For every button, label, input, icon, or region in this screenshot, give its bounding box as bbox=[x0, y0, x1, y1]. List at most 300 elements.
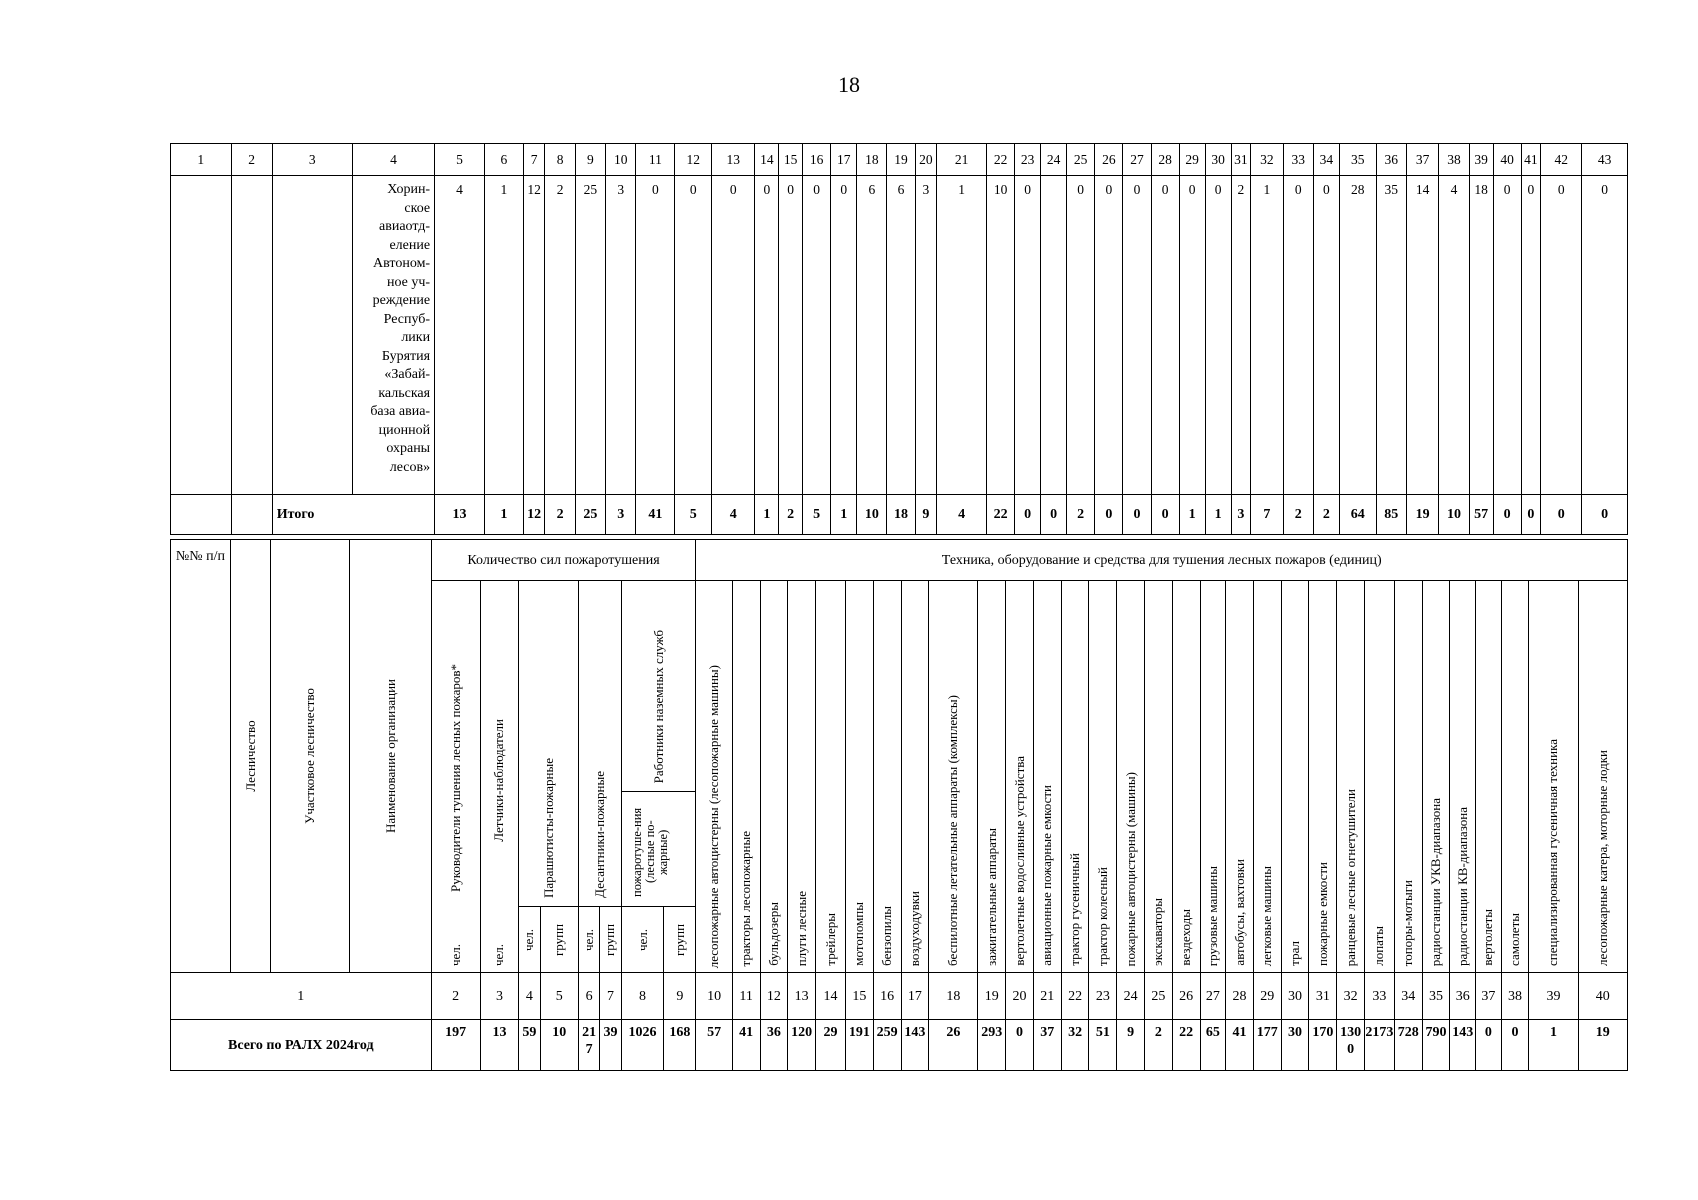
total-value: 1 bbox=[755, 495, 779, 535]
column-number: 34 bbox=[1394, 973, 1422, 1020]
column-number-row bbox=[171, 144, 1628, 176]
value-cell: 1 bbox=[937, 176, 987, 495]
column-number: 24 bbox=[1041, 144, 1067, 176]
value-cell: 0 bbox=[675, 176, 712, 495]
organization-name-line: ское bbox=[404, 200, 431, 216]
sum-value: 10 bbox=[540, 1020, 578, 1071]
column-number: 9 bbox=[664, 973, 696, 1020]
tech-column-header bbox=[696, 581, 732, 973]
tech-label: лесопожарные катера, моторные лодки bbox=[1594, 750, 1610, 966]
total-value: 10 bbox=[857, 495, 887, 535]
total-value: 5 bbox=[675, 495, 712, 535]
column-number: 30 bbox=[1205, 144, 1231, 176]
sum-value: 1300 bbox=[1337, 1020, 1365, 1071]
tech-column-header bbox=[1033, 581, 1061, 973]
page-number: 18 bbox=[838, 72, 860, 97]
tech-label: топоры-мотыги bbox=[1400, 879, 1416, 966]
sum-value: 293 bbox=[978, 1020, 1006, 1071]
tech-column-header bbox=[978, 581, 1006, 973]
total-value: 2 bbox=[1313, 495, 1339, 535]
unit-chel: чел. bbox=[581, 928, 597, 951]
tech-column-header bbox=[1281, 581, 1309, 973]
tech-column-header bbox=[1501, 581, 1529, 973]
tech-label: вездеходы bbox=[1178, 909, 1194, 966]
value-cell: 2 bbox=[1231, 176, 1250, 495]
empty-cell bbox=[171, 495, 232, 535]
total-value: 12 bbox=[523, 495, 545, 535]
column-number: 34 bbox=[1313, 144, 1339, 176]
total-value: 13 bbox=[435, 495, 485, 535]
column-number: 16 bbox=[873, 973, 901, 1020]
tech-label: трактор гусеничный bbox=[1067, 853, 1083, 966]
column-number: 3 bbox=[480, 973, 518, 1020]
value-cell: 0 bbox=[755, 176, 779, 495]
column-number: 4 bbox=[352, 144, 434, 176]
sum-value: 2173 bbox=[1364, 1020, 1394, 1071]
organization-row bbox=[171, 176, 1628, 495]
sum-value: 168 bbox=[664, 1020, 696, 1071]
organization-name-line: реждение bbox=[372, 293, 431, 308]
tech-column-header bbox=[1226, 581, 1254, 973]
tech-column-header bbox=[1450, 581, 1476, 973]
column-number: 12 bbox=[675, 144, 712, 176]
column-number-row bbox=[171, 973, 1628, 1020]
column-number: 8 bbox=[621, 973, 664, 1020]
rukovoditeli-label: Руководители тушения лесных пожаров* bbox=[447, 663, 463, 892]
column-number: 35 bbox=[1422, 973, 1450, 1020]
sum-value: 217 bbox=[578, 1020, 599, 1071]
top-table bbox=[170, 143, 1628, 535]
column-number: 29 bbox=[1179, 144, 1205, 176]
tech-label: лопаты bbox=[1371, 926, 1387, 966]
value-cell: 4 bbox=[1439, 176, 1469, 495]
sum-value: 30 bbox=[1281, 1020, 1309, 1071]
column-number: 27 bbox=[1200, 973, 1226, 1020]
column-number: 29 bbox=[1253, 973, 1281, 1020]
value-cell: 0 bbox=[636, 176, 675, 495]
sum-value: 120 bbox=[788, 1020, 816, 1071]
tech-column-header bbox=[1309, 581, 1337, 973]
total-value: 1 bbox=[484, 495, 523, 535]
sum-value: 36 bbox=[760, 1020, 788, 1071]
value-cell: 14 bbox=[1406, 176, 1438, 495]
value-cell: 3 bbox=[915, 176, 937, 495]
value-cell: 0 bbox=[1313, 176, 1339, 495]
tech-label: грузовые машины bbox=[1204, 865, 1220, 966]
tech-label: радиостанции КВ-диапазона bbox=[1454, 807, 1470, 966]
sum-value: 13 bbox=[480, 1020, 518, 1071]
total-value: 4 bbox=[712, 495, 755, 535]
unit-chel-11 bbox=[621, 907, 664, 973]
sum-value: 728 bbox=[1394, 1020, 1422, 1071]
value-cell: 18 bbox=[1469, 176, 1493, 495]
column-number: 26 bbox=[1172, 973, 1200, 1020]
group-forces-header: Количество сил пожаротушения bbox=[431, 540, 696, 581]
sum-value: 143 bbox=[1450, 1020, 1476, 1071]
sum-value: 0 bbox=[1501, 1020, 1529, 1071]
value-cell: 0 bbox=[831, 176, 857, 495]
organization-name-line: база авиа- bbox=[370, 404, 431, 419]
parashutisty-label: Парашютисты-пожарные bbox=[540, 758, 556, 898]
column-number: 6 bbox=[578, 973, 599, 1020]
column-number: 2 bbox=[431, 973, 480, 1020]
total-value: 22 bbox=[987, 495, 1015, 535]
column-number: 21 bbox=[937, 144, 987, 176]
column-number: 1 bbox=[171, 144, 232, 176]
value-cell: 4 bbox=[435, 176, 485, 495]
header-rabotniki bbox=[621, 581, 696, 907]
tech-column-header bbox=[1253, 581, 1281, 973]
total-value: 0 bbox=[1095, 495, 1123, 535]
tech-label: трейлеры bbox=[822, 913, 838, 966]
column-number: 42 bbox=[1541, 144, 1582, 176]
unit-chel-7 bbox=[519, 907, 540, 973]
value-cell: 0 bbox=[1067, 176, 1095, 495]
total-value: 0 bbox=[1493, 495, 1521, 535]
column-number: 18 bbox=[857, 144, 887, 176]
column-number: 41 bbox=[1521, 144, 1540, 176]
value-cell: 0 bbox=[1582, 176, 1628, 495]
value-cell: 0 bbox=[1151, 176, 1179, 495]
tech-column-header bbox=[1394, 581, 1422, 973]
column-number: 13 bbox=[712, 144, 755, 176]
unit-chel-9 bbox=[578, 907, 599, 973]
tech-column-header bbox=[1172, 581, 1200, 973]
column-number: 20 bbox=[1006, 973, 1034, 1020]
sum-value: 41 bbox=[1226, 1020, 1254, 1071]
tech-label: вертолеты bbox=[1480, 909, 1496, 966]
column-number: 7 bbox=[523, 144, 545, 176]
column-number: 5 bbox=[435, 144, 485, 176]
total-value: 3 bbox=[606, 495, 636, 535]
sum-value: 19 bbox=[1578, 1020, 1627, 1071]
total-value: 2 bbox=[545, 495, 575, 535]
column-number: 19 bbox=[887, 144, 915, 176]
sum-value: 2 bbox=[1144, 1020, 1172, 1071]
tech-label: радиостанции УКВ-диапазона bbox=[1428, 797, 1444, 966]
tech-column-header bbox=[1578, 581, 1627, 973]
sum-value: 0 bbox=[1476, 1020, 1502, 1071]
sum-value: 59 bbox=[519, 1020, 540, 1071]
column-number: 27 bbox=[1123, 144, 1151, 176]
column-number: 43 bbox=[1582, 144, 1628, 176]
tech-column-header bbox=[732, 581, 760, 973]
column-number: 17 bbox=[831, 144, 857, 176]
tech-label: специализированная гусеничная техника bbox=[1545, 738, 1561, 966]
column-number: 11 bbox=[636, 144, 675, 176]
tech-column-header bbox=[1337, 581, 1365, 973]
column-number: 12 bbox=[760, 973, 788, 1020]
column-number: 24 bbox=[1117, 973, 1145, 1020]
tech-column-header bbox=[1117, 581, 1145, 973]
unit-grupp-10 bbox=[600, 907, 621, 973]
column-number: 10 bbox=[696, 973, 732, 1020]
unit-grupp-8 bbox=[540, 907, 578, 973]
organization-name-line: лики bbox=[401, 330, 431, 345]
column-number: 1 bbox=[171, 973, 432, 1020]
sum-label: Всего по РАЛХ 2024год bbox=[171, 1020, 432, 1071]
value-cell: 0 bbox=[1205, 176, 1231, 495]
column-number: 33 bbox=[1364, 973, 1394, 1020]
organization-name-line: авиаотд- bbox=[379, 219, 431, 234]
organization-name-line: Респуб- bbox=[383, 311, 431, 327]
header-letchiki bbox=[480, 581, 518, 973]
value-cell: 0 bbox=[1541, 176, 1582, 495]
header-lesnichestvo bbox=[230, 540, 271, 973]
organization-name-line: еление bbox=[389, 237, 431, 253]
column-number: 36 bbox=[1450, 973, 1476, 1020]
tech-label: воздуходувки bbox=[906, 890, 922, 966]
total-value: 0 bbox=[1521, 495, 1540, 535]
value-cell: 10 bbox=[987, 176, 1015, 495]
sum-value: 1 bbox=[1529, 1020, 1578, 1071]
sum-value: 37 bbox=[1033, 1020, 1061, 1071]
column-number: 38 bbox=[1439, 144, 1469, 176]
desantniki-label: Десантники-пожарные bbox=[591, 771, 607, 898]
column-number: 16 bbox=[803, 144, 831, 176]
value-cell: 35 bbox=[1376, 176, 1406, 495]
sum-value: 65 bbox=[1200, 1020, 1226, 1071]
total-value: 9 bbox=[915, 495, 937, 535]
empty-cell bbox=[272, 176, 352, 495]
tech-label: авиационные пожарные емкости bbox=[1039, 785, 1055, 966]
column-number: 15 bbox=[779, 144, 803, 176]
column-number: 7 bbox=[600, 973, 621, 1020]
tech-column-header bbox=[1089, 581, 1117, 973]
value-cell: 28 bbox=[1339, 176, 1376, 495]
organization-name-line: Автоном- bbox=[373, 256, 431, 271]
organization-name-line: Хорин- bbox=[387, 182, 431, 197]
column-number: 28 bbox=[1226, 973, 1254, 1020]
sum-value: 41 bbox=[732, 1020, 760, 1071]
column-number: 35 bbox=[1339, 144, 1376, 176]
column-number: 38 bbox=[1501, 973, 1529, 1020]
sum-value: 143 bbox=[901, 1020, 929, 1071]
value-cell: 1 bbox=[484, 176, 523, 495]
column-number: 39 bbox=[1529, 973, 1578, 1020]
organization-name-line: ционной bbox=[378, 422, 431, 438]
tech-label: бульдозеры bbox=[765, 902, 781, 966]
sum-value: 39 bbox=[600, 1020, 621, 1071]
total-value: 2 bbox=[1283, 495, 1313, 535]
tech-column-header bbox=[788, 581, 816, 973]
total-row bbox=[171, 495, 1628, 535]
unit-chel: чел. bbox=[491, 943, 507, 966]
total-value: 0 bbox=[1123, 495, 1151, 535]
unit-chel: чел. bbox=[634, 928, 650, 951]
tech-label: трал bbox=[1287, 941, 1303, 966]
value-cell: 25 bbox=[575, 176, 605, 495]
pozharotushenie-label: пожаротуше-ния (лесные по-жарные) bbox=[629, 807, 670, 897]
value-cell: 1 bbox=[1251, 176, 1283, 495]
column-number: 9 bbox=[575, 144, 605, 176]
tech-label: лесопожарные автоцистерны (лесопожарные машины) bbox=[706, 664, 722, 968]
sum-value: 0 bbox=[1006, 1020, 1034, 1071]
total-value: 2 bbox=[1067, 495, 1095, 535]
empty-cell bbox=[171, 176, 232, 495]
organization-name-line: лесов» bbox=[389, 459, 431, 475]
value-cell: 0 bbox=[1521, 176, 1540, 495]
value-cell: 0 bbox=[1095, 176, 1123, 495]
column-number: 31 bbox=[1231, 144, 1250, 176]
column-number: 14 bbox=[755, 144, 779, 176]
total-value: 0 bbox=[1151, 495, 1179, 535]
column-number: 20 bbox=[915, 144, 937, 176]
sum-value: 29 bbox=[816, 1020, 846, 1071]
total-value: 0 bbox=[1541, 495, 1582, 535]
header-desantniki bbox=[578, 581, 621, 907]
unit-chel: чел. bbox=[521, 928, 537, 951]
column-number: 40 bbox=[1493, 144, 1521, 176]
column-number: 23 bbox=[1015, 144, 1041, 176]
column-number: 32 bbox=[1251, 144, 1283, 176]
column-number: 39 bbox=[1469, 144, 1493, 176]
tech-label: экскаваторы bbox=[1150, 898, 1166, 966]
column-number: 11 bbox=[732, 973, 760, 1020]
tech-label: легковые машины bbox=[1259, 865, 1275, 966]
tech-column-header bbox=[1061, 581, 1089, 973]
column-number: 21 bbox=[1033, 973, 1061, 1020]
total-label: Итого bbox=[272, 495, 434, 535]
column-number: 32 bbox=[1337, 973, 1365, 1020]
value-cell: 0 bbox=[1283, 176, 1313, 495]
total-value: 1 bbox=[1205, 495, 1231, 535]
sum-value: 1026 bbox=[621, 1020, 664, 1071]
tech-column-header bbox=[816, 581, 846, 973]
letchiki-label: Летчики-наблюдатели bbox=[491, 719, 507, 842]
value-cell: 0 bbox=[1493, 176, 1521, 495]
unit-grupp: групп bbox=[551, 923, 567, 956]
organization-label: Наименование организации bbox=[382, 678, 398, 834]
organization-name-line: кальская bbox=[378, 385, 431, 401]
header-row-number bbox=[171, 540, 231, 973]
sum-value: 177 bbox=[1253, 1020, 1281, 1071]
tech-label: зажигательные аппараты bbox=[983, 828, 999, 966]
column-number: 31 bbox=[1309, 973, 1337, 1020]
column-number: 4 bbox=[519, 973, 540, 1020]
value-cell: 3 bbox=[606, 176, 636, 495]
sum-row bbox=[171, 1020, 1628, 1071]
total-value: 3 bbox=[1231, 495, 1250, 535]
header-rukovoditeli bbox=[431, 581, 480, 973]
total-value: 18 bbox=[887, 495, 915, 535]
tech-column-header bbox=[1200, 581, 1226, 973]
value-cell: 6 bbox=[857, 176, 887, 495]
total-value: 1 bbox=[1179, 495, 1205, 535]
tech-label: бензопилы bbox=[879, 906, 895, 966]
total-value: 7 bbox=[1251, 495, 1283, 535]
sum-value: 790 bbox=[1422, 1020, 1450, 1071]
value-cell bbox=[1041, 176, 1067, 495]
total-value: 4 bbox=[937, 495, 987, 535]
organization-name-line: Бурятия bbox=[381, 348, 431, 364]
header-organization bbox=[350, 540, 431, 973]
tech-label: самолеты bbox=[1507, 913, 1523, 966]
value-cell: 0 bbox=[1179, 176, 1205, 495]
tech-label: вертолетные водосливные устройства bbox=[1011, 756, 1027, 966]
organization-name-line: охраны bbox=[386, 441, 431, 456]
tech-column-header bbox=[760, 581, 788, 973]
value-cell: 0 bbox=[803, 176, 831, 495]
column-number: 40 bbox=[1578, 973, 1627, 1020]
sum-value: 191 bbox=[845, 1020, 873, 1071]
total-value: 10 bbox=[1439, 495, 1469, 535]
value-cell: 0 bbox=[1123, 176, 1151, 495]
value-cell: 12 bbox=[523, 176, 545, 495]
column-number: 3 bbox=[272, 144, 352, 176]
column-number: 17 bbox=[901, 973, 929, 1020]
column-number: 15 bbox=[845, 973, 873, 1020]
tech-label: пожарные емкости bbox=[1314, 862, 1330, 966]
bottom-table bbox=[170, 539, 1628, 1071]
tech-column-header bbox=[1529, 581, 1578, 973]
tech-label: трактор колесный bbox=[1094, 867, 1110, 966]
tech-label: пожарные автоцистерны (машины) bbox=[1122, 771, 1138, 966]
unit-chel: чел. bbox=[447, 943, 463, 966]
value-cell: 0 bbox=[712, 176, 755, 495]
tech-label: ранцевые лесные огнетушители bbox=[1342, 788, 1358, 966]
column-number: 8 bbox=[545, 144, 575, 176]
column-number: 2 bbox=[231, 144, 272, 176]
tech-column-header bbox=[929, 581, 978, 973]
organization-name bbox=[352, 176, 434, 495]
column-number: 37 bbox=[1406, 144, 1438, 176]
tech-column-header bbox=[845, 581, 873, 973]
total-value: 85 bbox=[1376, 495, 1406, 535]
column-number: 28 bbox=[1151, 144, 1179, 176]
organization-name-line: «Забай- bbox=[384, 367, 431, 382]
unit-grupp: групп bbox=[671, 923, 687, 956]
column-number: 5 bbox=[540, 973, 578, 1020]
unit-grupp-12 bbox=[664, 907, 696, 973]
total-value: 0 bbox=[1015, 495, 1041, 535]
sum-value: 22 bbox=[1172, 1020, 1200, 1071]
column-number: 6 bbox=[484, 144, 523, 176]
value-cell: 2 bbox=[545, 176, 575, 495]
tech-label: беспилотные летательные аппараты (комплексы) bbox=[945, 695, 961, 966]
sum-value: 170 bbox=[1309, 1020, 1337, 1071]
sum-value: 51 bbox=[1089, 1020, 1117, 1071]
tech-column-header bbox=[873, 581, 901, 973]
total-value: 19 bbox=[1406, 495, 1438, 535]
sum-value: 57 bbox=[696, 1020, 732, 1071]
total-value: 0 bbox=[1041, 495, 1067, 535]
total-value: 1 bbox=[831, 495, 857, 535]
column-number: 33 bbox=[1283, 144, 1313, 176]
group-tech-header: Техника, оборудование и средства для тушения лесных пожаров (единиц) bbox=[696, 540, 1628, 581]
tech-label: плуги лесные bbox=[793, 890, 809, 966]
tech-label: автобусы, вахтовки bbox=[1231, 859, 1247, 966]
tech-column-header bbox=[1476, 581, 1502, 973]
value-cell: 6 bbox=[887, 176, 915, 495]
column-number: 22 bbox=[1061, 973, 1089, 1020]
tech-column-header bbox=[1006, 581, 1034, 973]
tech-column-header bbox=[1144, 581, 1172, 973]
column-number: 36 bbox=[1376, 144, 1406, 176]
tech-column-header bbox=[1364, 581, 1394, 973]
sum-value: 26 bbox=[929, 1020, 978, 1071]
value-cell: 0 bbox=[779, 176, 803, 495]
unit-grupp: групп bbox=[602, 923, 618, 956]
column-number: 37 bbox=[1476, 973, 1502, 1020]
tech-column-header bbox=[1422, 581, 1450, 973]
tech-label: мотопомпы bbox=[851, 902, 867, 966]
column-number: 18 bbox=[929, 973, 978, 1020]
tech-label: тракторы лесопожарные bbox=[738, 830, 754, 966]
total-value: 57 bbox=[1469, 495, 1493, 535]
total-value: 0 bbox=[1582, 495, 1628, 535]
lesnichestvo-label: Лесничество bbox=[242, 720, 258, 792]
